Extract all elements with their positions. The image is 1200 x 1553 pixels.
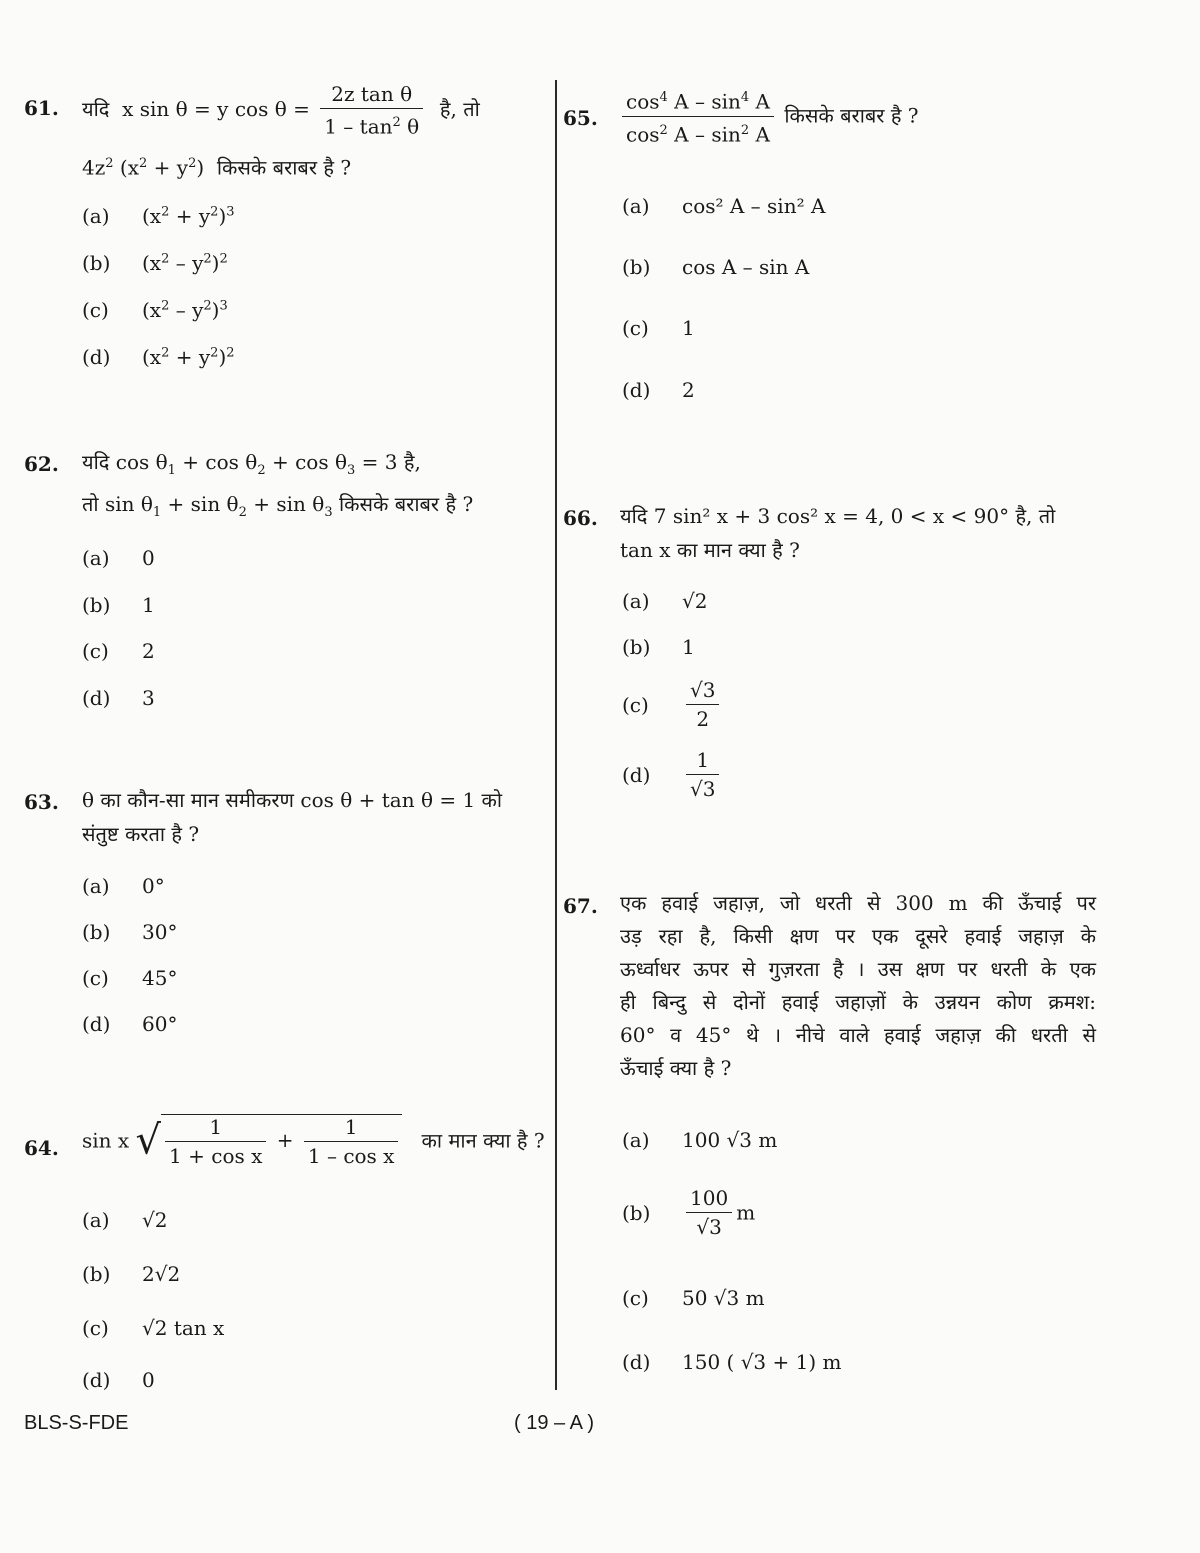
q62-number: 62. bbox=[24, 452, 59, 476]
q66-option-a[interactable]: (a) √2 bbox=[622, 589, 708, 613]
page-number: ( 19 – A ) bbox=[514, 1412, 595, 1434]
q61-expr: x sin θ = y cos θ = bbox=[122, 96, 310, 121]
q64-option-b[interactable]: (b) 2√2 bbox=[82, 1262, 181, 1286]
booklet-code: BLS-S-FDE bbox=[24, 1412, 129, 1434]
q62-stem-line2: तो $\sin \theta_1 + \sin \theta_2 + \sin \theta_3$ किसके बराबर है ? bbox=[82, 492, 474, 520]
q65-option-a[interactable]: (a) cos² A – sin² A bbox=[622, 194, 826, 218]
q64-option-c[interactable]: (c) √2 tan x bbox=[82, 1316, 225, 1340]
q66-option-c[interactable]: (c) $\frac{√3}{2}$ bbox=[622, 678, 723, 731]
q64-option-a[interactable]: (a) √2 bbox=[82, 1208, 168, 1232]
q61-frac-num: 2z tan θ bbox=[320, 82, 423, 109]
q65-stem: $\frac{\cos^4 A - \sin^4 A}{\cos^2 A - \sin^2 A}$ किसके बराबर है ? bbox=[618, 86, 919, 146]
q63-stem-line1: θ का कौन-सा मान समीकरण cos θ + tan θ = 1 को bbox=[82, 788, 503, 812]
q62-stem-line1: यदि $\cos \theta_1 + \cos \theta_2 + \cos \theta_3 = 3$ है, bbox=[82, 450, 421, 478]
q66-number: 66. bbox=[563, 506, 598, 530]
q63-option-b[interactable]: (b) 30° bbox=[82, 920, 178, 944]
q65-option-d[interactable]: (d) 2 bbox=[622, 378, 695, 402]
q67-option-a[interactable]: (a) 100 √3 m bbox=[622, 1128, 778, 1152]
column-divider bbox=[555, 80, 557, 1390]
q64-number: 64. bbox=[24, 1136, 59, 1160]
q67-option-c[interactable]: (c) 50 √3 m bbox=[622, 1286, 765, 1310]
q62-option-b[interactable]: (b) 1 bbox=[82, 593, 155, 617]
q65-number: 65. bbox=[563, 106, 598, 130]
q61-pre: यदि bbox=[82, 96, 110, 121]
q65-option-b[interactable]: (b) cos A – sin A bbox=[622, 255, 810, 279]
q62-option-d[interactable]: (d) 3 bbox=[82, 686, 155, 710]
q61-option-d[interactable]: (d) $(x^2 + y^2)^2$ bbox=[82, 345, 235, 369]
q62-option-a[interactable]: (a) 0 bbox=[82, 546, 155, 570]
q61-option-b[interactable]: (b) $(x^2 - y^2)^2$ bbox=[82, 251, 228, 275]
q66-option-d[interactable]: (d) $\frac{1}{√3}$ bbox=[622, 748, 723, 801]
q64-option-d[interactable]: (d) 0 bbox=[82, 1368, 155, 1392]
q67-stem: एक हवाई जहाज़, जो धरती से 300 m की ऊँचाई पर उड़ रहा है, किसी क्षण पर एक दूसरे हवाई जहाज़ के ऊर्ध्वाधर ऊपर से गुज़रता है । उस क्षण पर धरती के एक ही बिन्दु से दोनों हवाई जहाज़ों के उन्नयन कोण क्रमश: 60° व 45° थे । नीचे वाले हवाई जहाज़ की धरती से ऊँचाई क्या है ? bbox=[620, 891, 1096, 1080]
q66-option-b[interactable]: (b) 1 bbox=[622, 635, 695, 659]
q61-stem-line2: $4z^2$ $(x^2 + y^2)$ किसके बराबर है ? bbox=[82, 155, 352, 180]
q63-option-a[interactable]: (a) 0° bbox=[82, 874, 165, 898]
q61-option-c[interactable]: (c) $(x^2 - y^2)^3$ bbox=[82, 298, 228, 322]
q61-post: है, तो bbox=[439, 96, 480, 121]
q61-frac-den: $1 - \tan^2 \theta$ bbox=[324, 114, 420, 139]
q63-option-c[interactable]: (c) 45° bbox=[82, 966, 178, 990]
q61-number: 61. bbox=[24, 96, 59, 120]
q64-radical: $\frac{1}{\text{1 + cos x}}$ + $\frac{1}{\text{1 – cos x}}$ bbox=[161, 1114, 402, 1168]
q66-stem-line2: tan x का मान क्या है ? bbox=[620, 538, 800, 562]
q67-number: 67. bbox=[563, 894, 598, 918]
q63-number: 63. bbox=[24, 790, 59, 814]
q65-fraction: $\frac{\cos^4 A - \sin^4 A}{\cos^2 A - \sin^2 A}$ bbox=[622, 86, 774, 146]
q62-option-c[interactable]: (c) 2 bbox=[82, 639, 155, 663]
q67-option-d[interactable]: (d) 150 ( √3 + 1) m bbox=[622, 1350, 842, 1374]
q65-option-c[interactable]: (c) 1 bbox=[622, 316, 695, 340]
q61-fraction bbox=[320, 82, 423, 139]
q66-stem-line1: यदि 7 sin² x + 3 cos² x = 4, 0 < x < 90° है, तो bbox=[620, 504, 1056, 528]
q61-stem-line1 bbox=[82, 82, 480, 139]
q67-option-b[interactable]: (b) $\frac{100}{√3}$ m bbox=[622, 1186, 756, 1239]
q64-stem: sin x √ $\frac{1}{\text{1 + cos x}}$ + $\frac{1}{\text{1 – cos x}}$ का मान क्या है ? bbox=[82, 1115, 545, 1168]
q63-option-d[interactable]: (d) 60° bbox=[82, 1012, 178, 1036]
q61-option-a[interactable]: (a) $(x^2 + y^2)^3$ bbox=[82, 204, 235, 228]
q63-stem-line2: संतुष्ट करता है ? bbox=[82, 822, 200, 846]
